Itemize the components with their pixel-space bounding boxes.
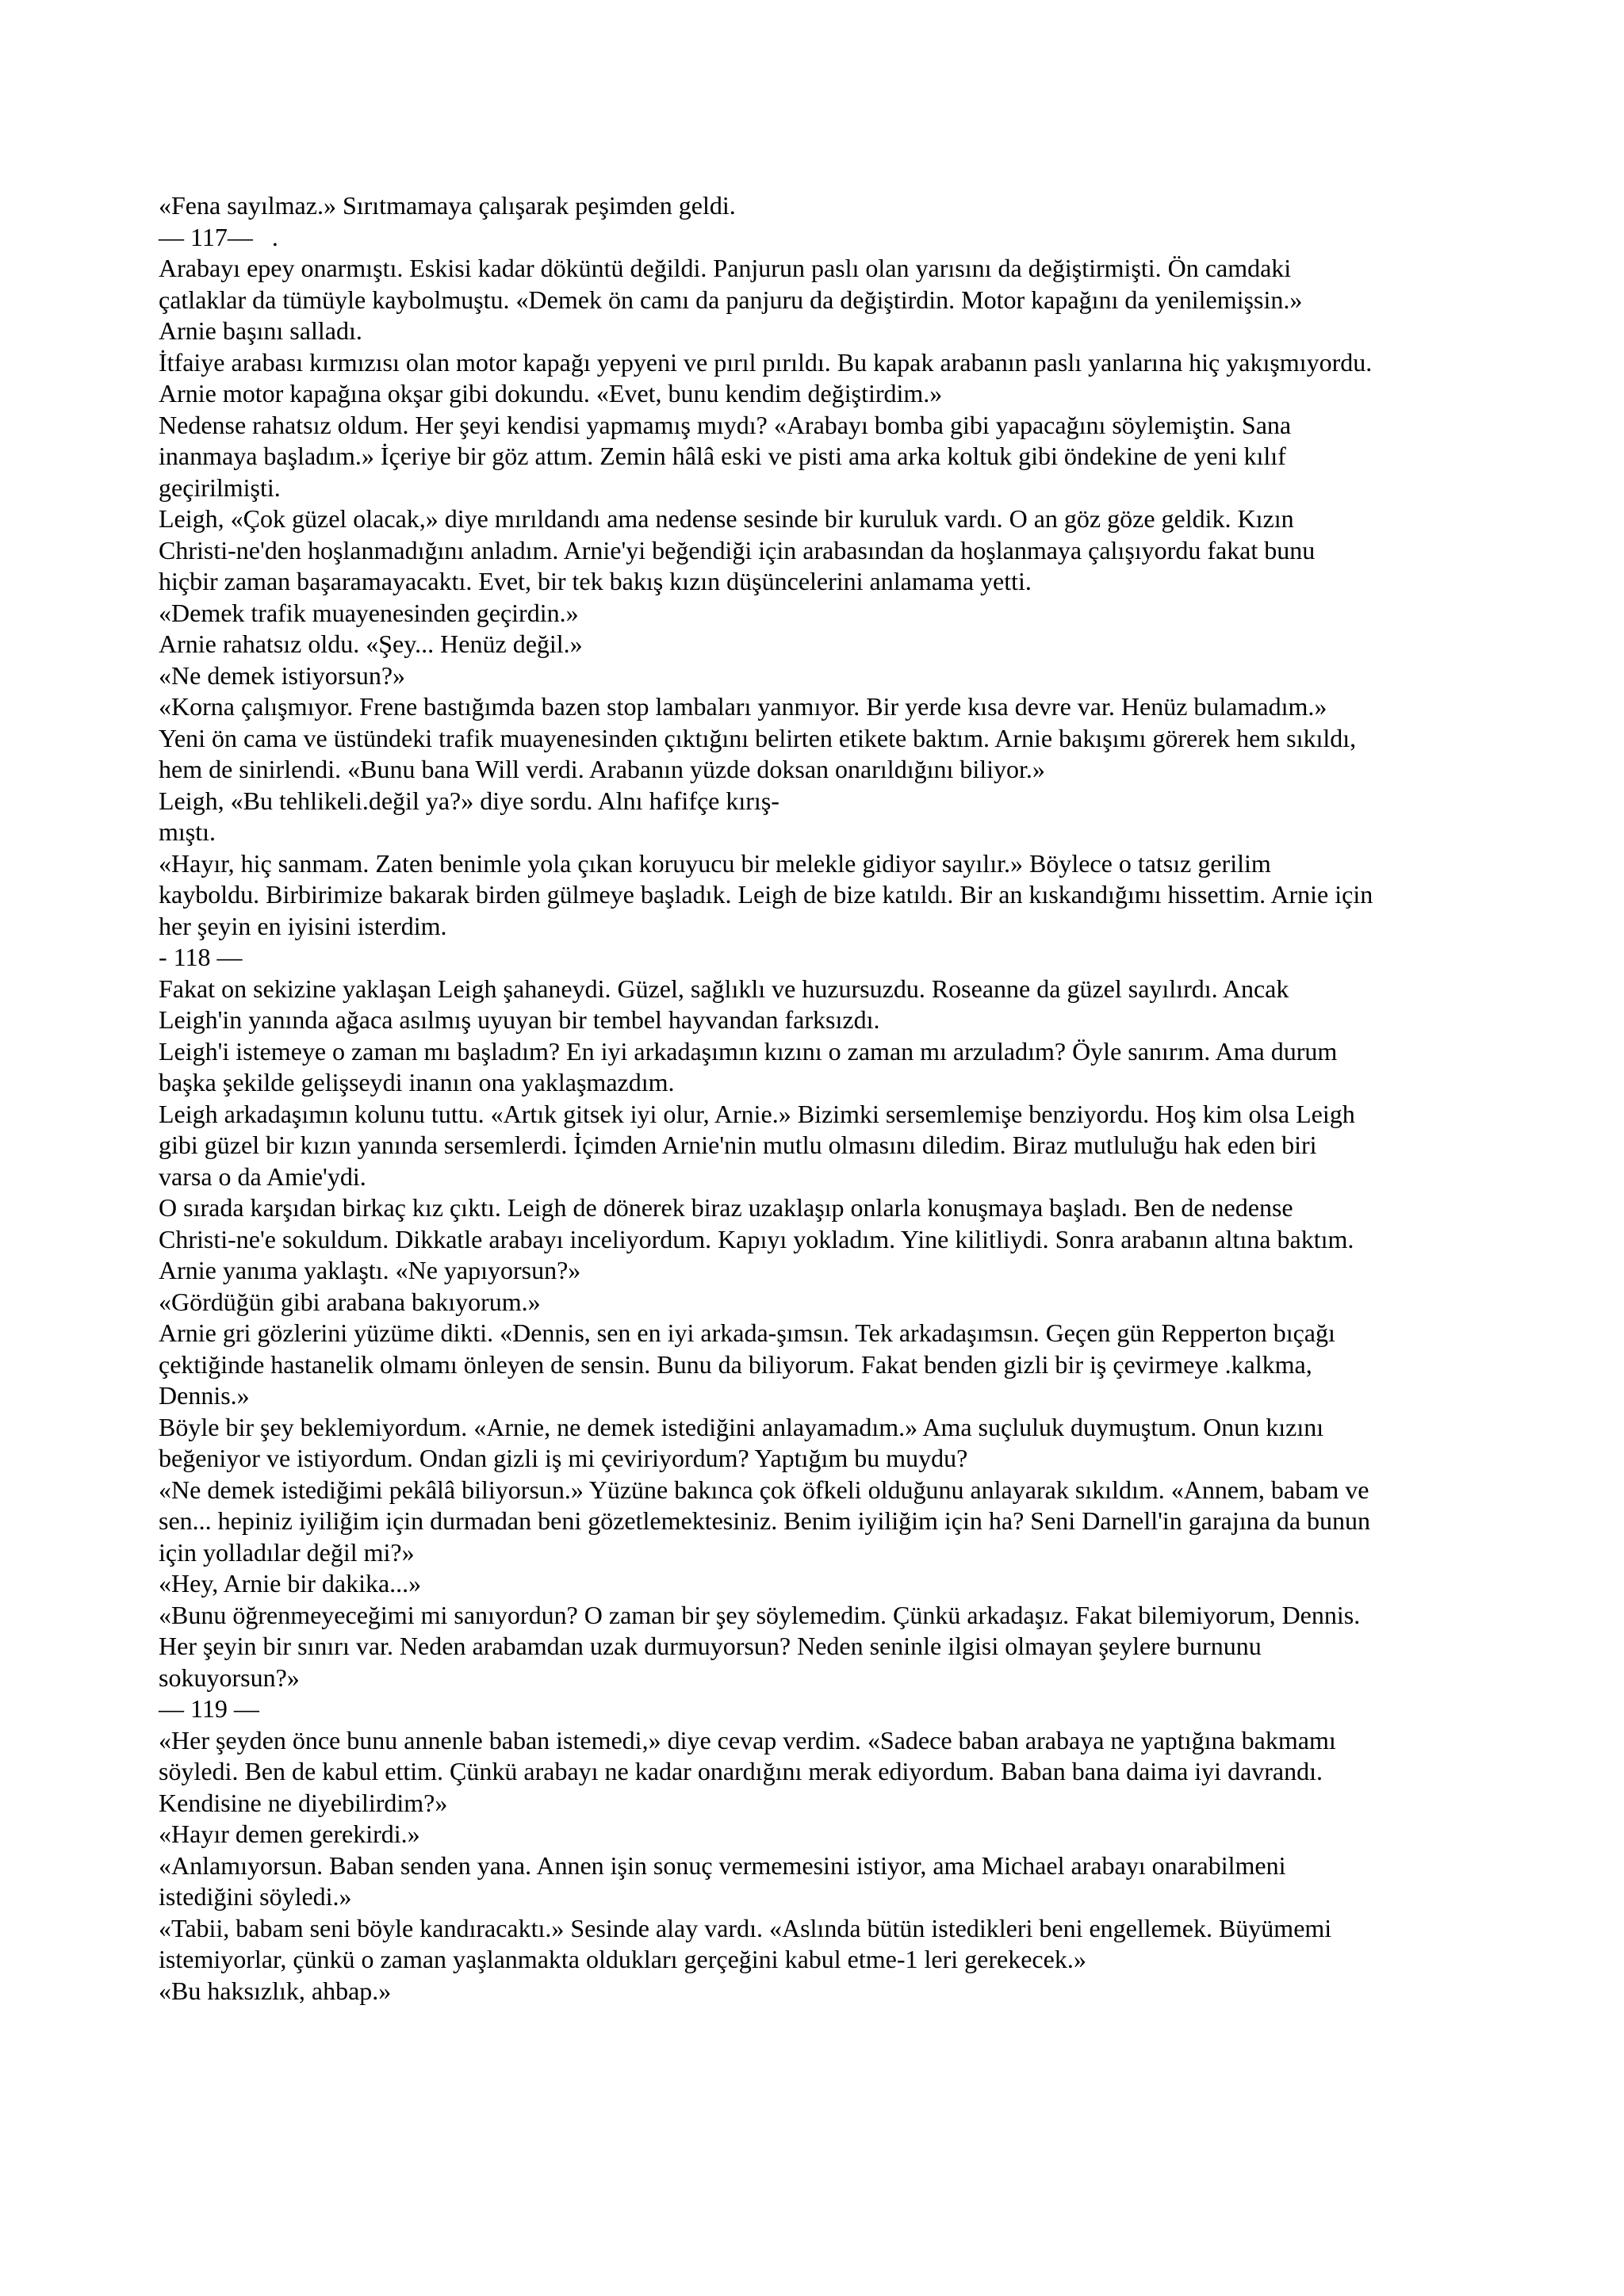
text-line: - 118 — xyxy=(159,943,243,971)
text-line: Arnie yanıma yaklaştı. «Ne yapıyorsun?» xyxy=(159,1256,581,1284)
text-line: Leigh'i istemeye o zaman mı başladım? En iyi arkadaşımın kızını o zaman mı arzuladım? Öyle sanırım. Ama durum xyxy=(159,1036,1338,1066)
text-line: varsa o da Amie'ydi. xyxy=(159,1161,366,1191)
text-line: Christi-ne'e sokuldum. Dikkatle arabayı inceliyordum. Kapıyı yokladım. Yine kilitliydi. Sonra arabanın altına baktım. xyxy=(159,1224,1354,1253)
text-line: Nedense rahatsız oldum. Her şeyi kendisi yapmamış mıydı? «Arabayı bomba gibi yapacağını söylemiştin. Sana xyxy=(159,410,1292,439)
text-line: mıştı. xyxy=(159,817,216,846)
text-line: sen... hepiniz iyiliğim için durmadan beni gözetlemektesiniz. Benim iyiliğim için ha? Seni Darnell'in garajına da bunun xyxy=(159,1506,1371,1535)
text-line: sokuyorsun?» xyxy=(159,1663,300,1692)
text-line: Her şeyin bir sınırı var. Neden arabamdan uzak durmuyorsun? Neden seninle ilgisi olmayan şeylere burnunu xyxy=(159,1632,1262,1660)
text-line: çektiğinde hastanelik olmamı önleyen de sensin. Bunu da biliyorum. Fakat benden gizli bir iş çevirmeye .kalkma, xyxy=(159,1349,1312,1379)
text-line: Böyle bir şey beklemiyordum. «Arnie, ne demek istediğini anlayamadım.» Ama suçluluk duymuştum. Onun kızını xyxy=(159,1412,1324,1441)
text-line: için yolladılar değil mi?» xyxy=(159,1537,415,1567)
text-line: «Hey, Arnie bir dakika...» xyxy=(159,1569,422,1598)
text-line: kayboldu. Birbirimize bakarak birden gülmeye başladık. Leigh de bize katıldı. Bir an kıskandığımı hissettim. Arnie için xyxy=(159,880,1373,909)
text-line: «Ne demek istediğimi pekâlâ biliyorsun.» Yüzüne bakınca çok öfkeli olduğunu anlayarak sıkıldım. «Annem, babam ve xyxy=(159,1475,1369,1504)
text-line: Arnie başını salladı. xyxy=(159,316,362,345)
text-line: «Hayır demen gerekirdi.» xyxy=(159,1820,420,1848)
text-line: «Anlamıyorsun. Baban senden yana. Annen işin sonuç vermemesini istiyor, ama Michael arabayı onarabilmeni xyxy=(159,1850,1286,1880)
text-line: Arnie rahatsız oldu. «Şey... Henüz değil.» xyxy=(159,629,583,658)
text-line: «Her şeyden önce bunu annenle baban istemedi,» diye cevap verdim. «Sadece baban arabaya ne yaptığına bakmamı xyxy=(159,1725,1336,1755)
text-line: «Ne demek istiyorsun?» xyxy=(159,660,406,690)
text-line: Christi-ne'den hoşlanmadığını anladım. Arnie'yi beğendiği için arabasından da hoşlanmaya çalışıyordu fakat bunu xyxy=(159,535,1316,564)
text-line: Yeni ön cama ve üstündeki trafik muayenesinden çıktığını belirten etikete baktım. Arnie bakışımı görerek hem sıkıldı, xyxy=(159,723,1357,752)
document-body xyxy=(159,190,1491,2007)
text-line: Fakat on sekizine yaklaşan Leigh şahaneydi. Güzel, sağlıklı ve huzursuzdu. Roseanne da güzel sayılırdı. Ancak xyxy=(159,974,1289,1003)
text-line: Leigh arkadaşımın kolunu tuttu. «Artık gitsek iyi olur, Arnie.» Bizimki sersemlemişe benziyordu. Hoş kim olsa Leigh xyxy=(159,1099,1355,1128)
text-line: istemiyorlar, çünkü o zaman yaşlanmakta oldukları gerçeğini kabul etme-1 leri gerekecek.» xyxy=(159,1945,1086,1973)
text-line: — 119 — xyxy=(159,1694,259,1723)
text-line: Dennis.» xyxy=(159,1381,250,1410)
text-line: «Korna çalışmıyor. Frene bastığımda bazen stop lambaları yanmıyor. Bir yerde kısa devre var. Henüz bulamadım.» xyxy=(159,692,1327,721)
text-line: İtfaiye arabası kırmızısı olan motor kapağı yepyeni ve pırıl pırıldı. Bu kapak arabanın paslı yanlarına hiç yakışmıyordu. xyxy=(159,347,1373,377)
text-line: Arnie gri gözlerini yüzüme dikti. «Dennis, sen en iyi arkada-şımsın. Tek arkadaşımsın. Geçen gün Repperton bıçağı xyxy=(159,1318,1335,1347)
text-line: çatlaklar da tümüyle kaybolmuştu. «Demek ön camı da panjuru da değiştirdin. Motor kapağını da yenilemişsin.» xyxy=(159,285,1303,314)
text-line: başka şekilde gelişseydi inanın ona yaklaşmazdım. xyxy=(159,1068,675,1096)
text-line: Kendisine ne diyebilirdim?» xyxy=(159,1788,448,1817)
text-line: «Gördüğün gibi arabana bakıyorum.» xyxy=(159,1287,541,1316)
text-line: «Demek trafik muayenesinden geçirdin.» xyxy=(159,598,579,627)
text-line: hiçbir zaman başaramayacaktı. Evet, bir tek bakış kızın düşüncelerini anlamama yetti. xyxy=(159,567,1032,595)
text-line: beğeniyor ve istiyordum. Ondan gizli iş mi çeviriyordum? Yaptığım bu muydu? xyxy=(159,1444,968,1472)
text-line: hem de sinirlendi. «Bunu bana Will verdi. Arabanın yüzde doksan onarıldığını biliyor.» xyxy=(159,755,1045,783)
text-line: istediğini söyledi.» xyxy=(159,1882,352,1911)
text-line: O sırada karşıdan birkaç kız çıktı. Leigh de dönerek biraz uzaklaşıp onlarla konuşmaya başladı. Ben de nedense xyxy=(159,1193,1293,1222)
text-line: inanmaya başladım.» İçeriye bir göz attım. Zemin hâlâ eski ve pisti ama arka koltuk gibi öndekine de yeni kılıf xyxy=(159,442,1286,470)
text-line: her şeyin en iyisini isterdim. xyxy=(159,911,447,940)
text-line: geçirilmişti. xyxy=(159,473,281,502)
text-line: «Fena sayılmaz.» Sırıtmamaya çalışarak peşimden geldi. xyxy=(159,191,736,220)
text-line: Leigh'in yanında ağaca asılmış uyuyan bir tembel hayvandan farksızdı. xyxy=(159,1005,880,1034)
text-line: «Tabii, babam seni böyle kandıracaktı.» Sesinde alay vardı. «Aslında bütün istedikleri beni engellemek. Büyümemi xyxy=(159,1913,1332,1942)
text-line: «Bu haksızlık, ahbap.» xyxy=(159,1976,392,2005)
text-line: Arnie motor kapağına okşar gibi dokundu. «Evet, bunu kendim değiştirdim.» xyxy=(159,379,943,408)
text-line: Leigh, «Çok güzel olacak,» diye mırıldandı ama nedense sesinde bir kuruluk vardı. O an göz göze geldik. Kızın xyxy=(159,504,1294,533)
text-line: Leigh, «Bu tehlikeli.değil ya?» diye sordu. Alnı hafifçe kırış- xyxy=(159,786,779,815)
text-line: — 117— . xyxy=(159,222,278,251)
text-line: Arabayı epey onarmıştı. Eskisi kadar döküntü değildi. Panjurun paslı olan yarısını da değiştirmişti. Ön camdaki xyxy=(159,254,1292,282)
text-line: gibi güzel bir kızın yanında sersemlerdi. İçimden Arnie'nin mutlu olmasını diledim. Biraz mutluluğu hak eden biri xyxy=(159,1131,1317,1159)
text-line: söyledi. Ben de kabul ettim. Çünkü arabayı ne kadar onardığını merak ediyordum. Baban bana daima iyi davrandı. xyxy=(159,1757,1323,1785)
text-line: «Hayır, hiç sanmam. Zaten benimle yola çıkan koruyucu bir melekle gidiyor sayılır.» Böylece o tatsız gerilim xyxy=(159,848,1271,878)
text-line: «Bunu öğrenmeyeceğimi mi sanıyordun? O zaman bir şey söylemedim. Çünkü arkadaşız. Fakat bilemiyorum, Dennis. xyxy=(159,1600,1361,1629)
